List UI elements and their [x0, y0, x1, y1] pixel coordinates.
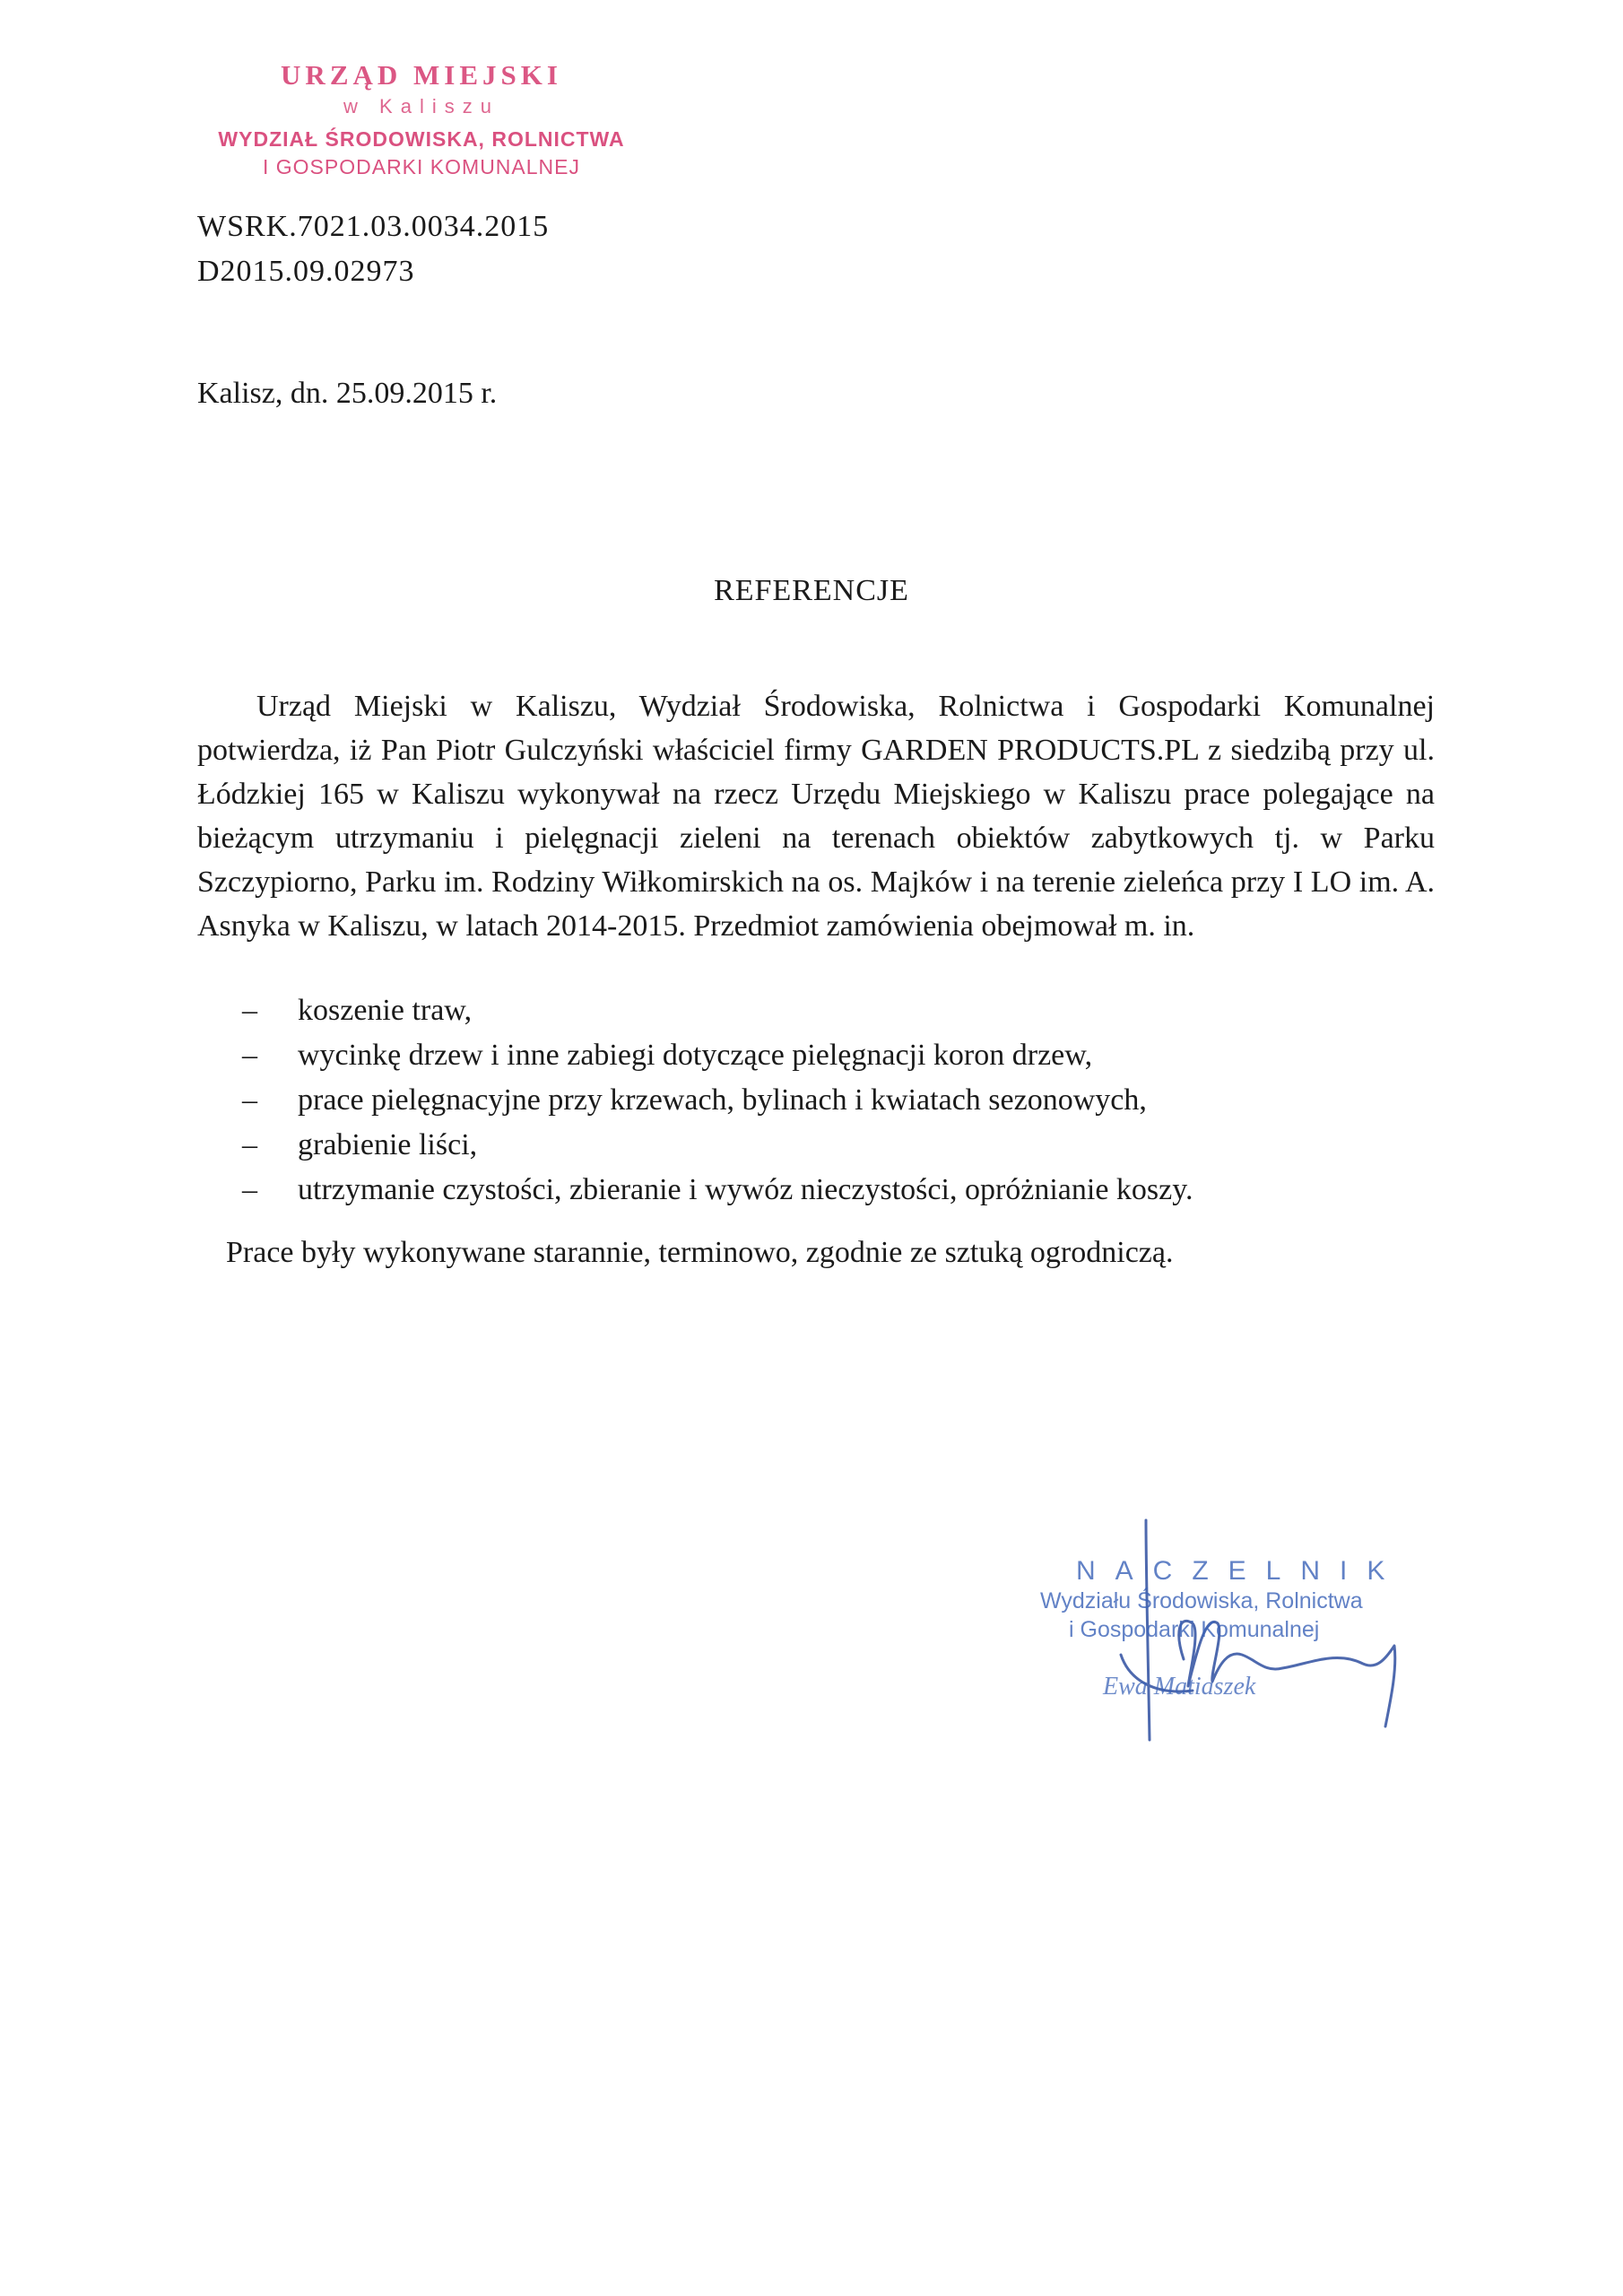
list-dash: – — [242, 1128, 257, 1161]
task-list — [242, 988, 1193, 1213]
list-item-text: utrzymanie czystości, zbieranie i wywóz nieczystości, opróżnianie koszy. — [298, 1173, 1193, 1206]
letterhead-city: w Kaliszu — [343, 95, 499, 117]
list-item — [242, 988, 1193, 1033]
list-item-text: koszenie traw, — [298, 994, 473, 1027]
list-item — [242, 1168, 1193, 1213]
letterhead-department-cont: I GOSPODARKI KOMUNALNEJ — [262, 155, 580, 178]
signature-stamp — [1040, 1556, 1417, 1771]
list-item — [242, 1123, 1193, 1168]
body-paragraph-text: Urząd Miejski w Kaliszu, Wydział Środowiska, Rolnictwa i Gospodarki Komunalnej potwierdza, iż Pan Piotr Gulczyński właściciel firmy GARDEN PRODUCTS.PL z siedzibą przy ul. Łódzkiej 165 w Kaliszu wykonywał na rzecz Urzędu Miejskiego w Kaliszu prace polegające na bieżącym utrzymaniu i pielęgnacji zieleni na terenach obiektów zabytkowych tj. w Parku Szczypiorno, Parku im. Rodziny Wiłkomirskich na os. Majków i na terenie zieleńca przy I LO im. A. Asnyka w Kaliszu, w latach 2014-2015. Przedmiot zamówienia obejmował m. in. — [197, 690, 1435, 943]
document-title: REFERENCJE — [714, 574, 909, 607]
letterhead-office: URZĄD MIEJSKI — [281, 59, 562, 91]
stamp-name: Ewa Matiaszek — [1103, 1673, 1256, 1700]
list-item-text: wycinkę drzew i inne zabiegi dotyczące pielęgnacji koron drzew, — [298, 1039, 1093, 1072]
reference-number: WSRK.7021.03.0034.2015 — [197, 210, 550, 243]
list-item — [242, 1078, 1193, 1123]
list-item-text: grabienie liści, — [298, 1128, 478, 1161]
list-dash: – — [242, 1083, 257, 1117]
list-item — [242, 1033, 1193, 1078]
body-paragraph — [197, 684, 1435, 948]
letterhead-department: WYDZIAŁ ŚRODOWISKA, ROLNICTWA — [218, 127, 625, 151]
letterhead-stamp — [188, 59, 655, 179]
closing-sentence: Prace były wykonywane starannie, terminowo, zgodnie ze sztuką ogrodniczą. — [226, 1236, 1174, 1269]
stamp-department: Wydziału Środowiska, Rolnictwa — [1040, 1588, 1363, 1613]
stamp-department-cont: i Gospodarki Komunalnej — [1069, 1617, 1320, 1642]
list-dash: – — [242, 1173, 257, 1206]
list-dash: – — [242, 994, 257, 1027]
document-number: D2015.09.02973 — [197, 255, 415, 288]
date-line: Kalisz, dn. 25.09.2015 r. — [197, 377, 498, 410]
list-dash: – — [242, 1039, 257, 1072]
list-item-text: prace pielęgnacyjne przy krzewach, bylinach i kwiatach sezonowych, — [298, 1083, 1147, 1117]
stamp-title: NACZELNIK — [1076, 1556, 1405, 1586]
